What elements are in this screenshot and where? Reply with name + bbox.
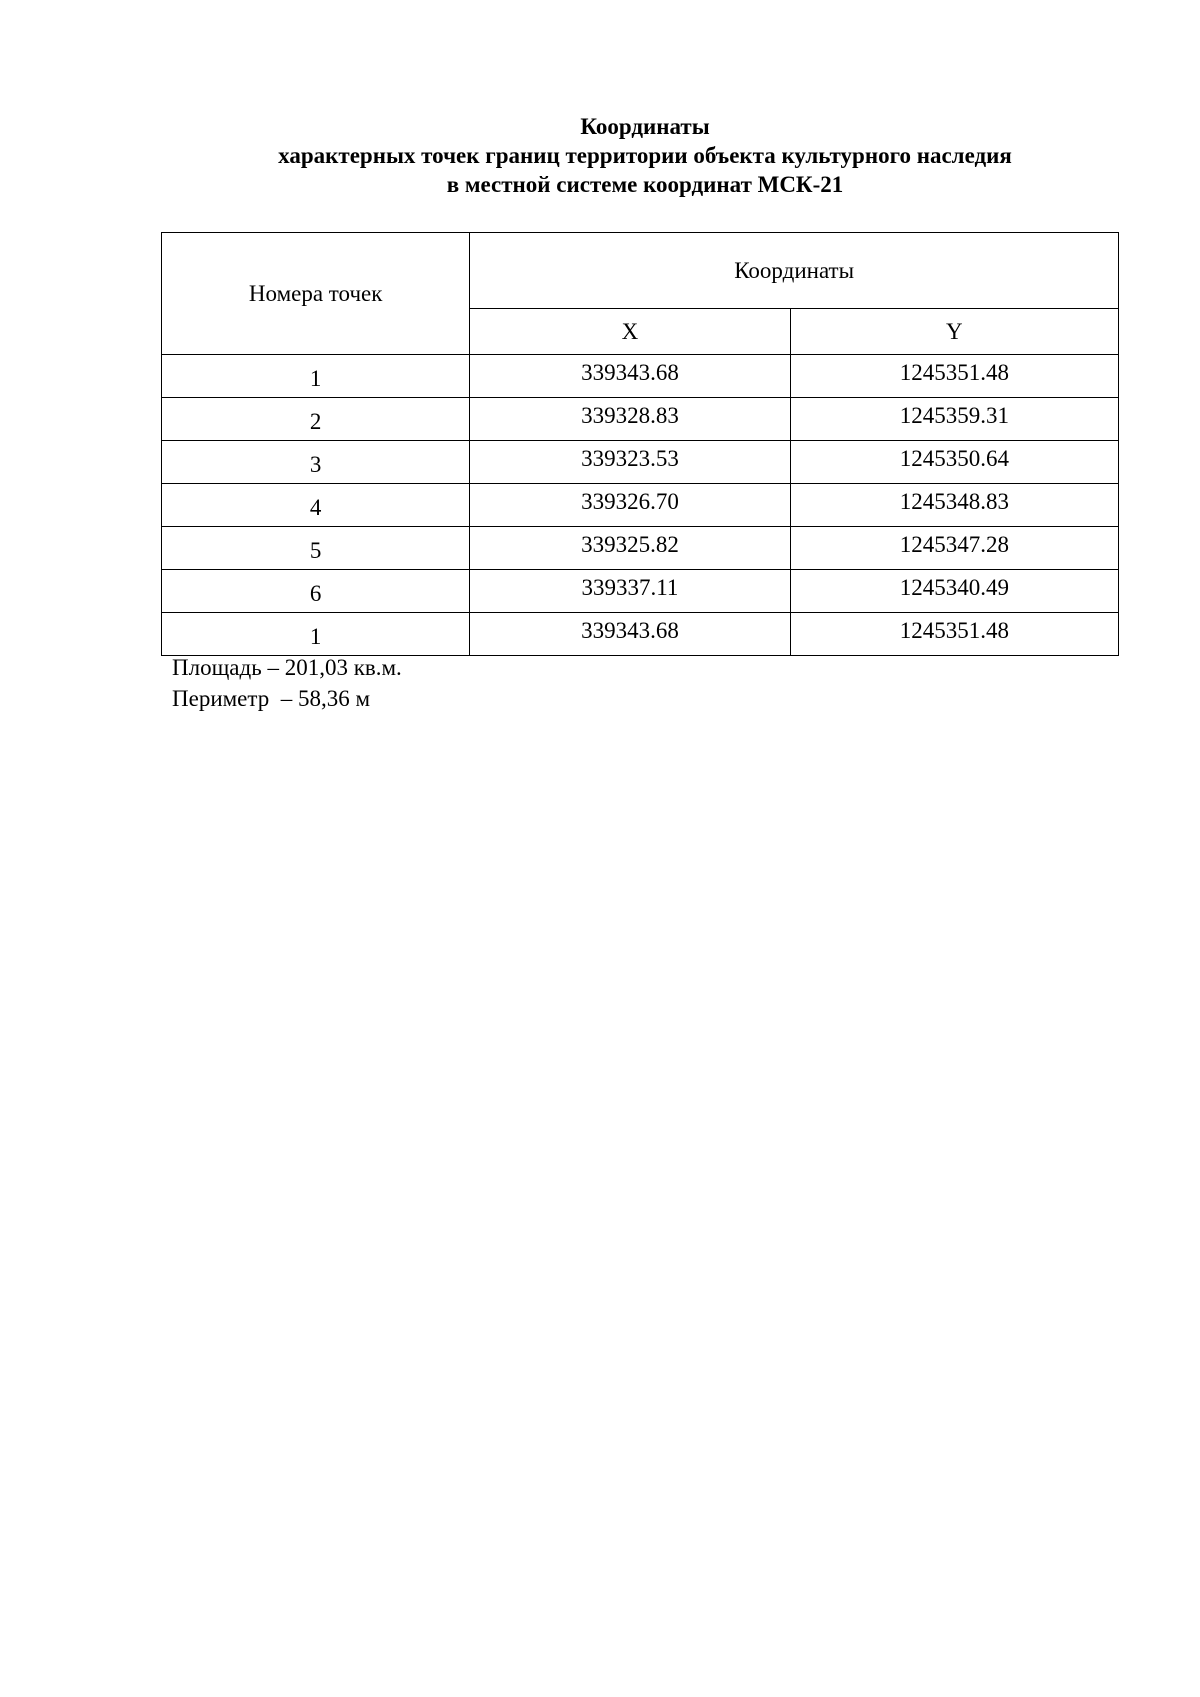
table-row [162, 484, 1119, 527]
perimeter-text: Периметр – 58,36 м [172, 686, 371, 711]
header-point-numbers: Номера точек [162, 233, 470, 355]
x-coordinate-cell: 339328.83 [470, 398, 790, 441]
summary-block [172, 652, 402, 714]
table-row [162, 441, 1119, 484]
header-y: Y [790, 309, 1118, 355]
title-line-2: характерных точек границ территории объекта культурного наследия [278, 143, 1012, 168]
table-row [162, 527, 1119, 570]
x-coordinate-cell: 339325.82 [470, 527, 790, 570]
y-coordinate-cell: 1245348.83 [790, 484, 1118, 527]
x-coordinate-cell: 339343.68 [470, 613, 790, 656]
point-number-cell: 1 [162, 355, 470, 398]
y-coordinate-cell: 1245347.28 [790, 527, 1118, 570]
table-row [162, 398, 1119, 441]
x-coordinate-cell: 339323.53 [470, 441, 790, 484]
point-number-cell: 3 [162, 441, 470, 484]
point-number-cell: 1 [162, 613, 470, 656]
x-coordinate-cell: 339337.11 [470, 570, 790, 613]
area-text: Площадь – 201,03 кв.м. [172, 655, 402, 680]
table-row [162, 570, 1119, 613]
x-coordinate-cell: 339326.70 [470, 484, 790, 527]
point-number-cell: 5 [162, 527, 470, 570]
y-coordinate-cell: 1245340.49 [790, 570, 1118, 613]
coordinates-table [161, 232, 1119, 656]
y-coordinate-cell: 1245351.48 [790, 613, 1118, 656]
point-number-cell: 6 [162, 570, 470, 613]
title-line-1: Координаты [580, 114, 710, 139]
table-row [162, 613, 1119, 656]
header-x: X [470, 309, 790, 355]
y-coordinate-cell: 1245359.31 [790, 398, 1118, 441]
table-row [162, 355, 1119, 398]
header-coordinates: Координаты [470, 233, 1119, 309]
x-coordinate-cell: 339343.68 [470, 355, 790, 398]
y-coordinate-cell: 1245351.48 [790, 355, 1118, 398]
point-number-cell: 2 [162, 398, 470, 441]
title-line-3: в местной системе координат МСК-21 [446, 172, 844, 197]
point-number-cell: 4 [162, 484, 470, 527]
y-coordinate-cell: 1245350.64 [790, 441, 1118, 484]
table-header-row [162, 233, 1119, 309]
document-title [0, 112, 1200, 199]
